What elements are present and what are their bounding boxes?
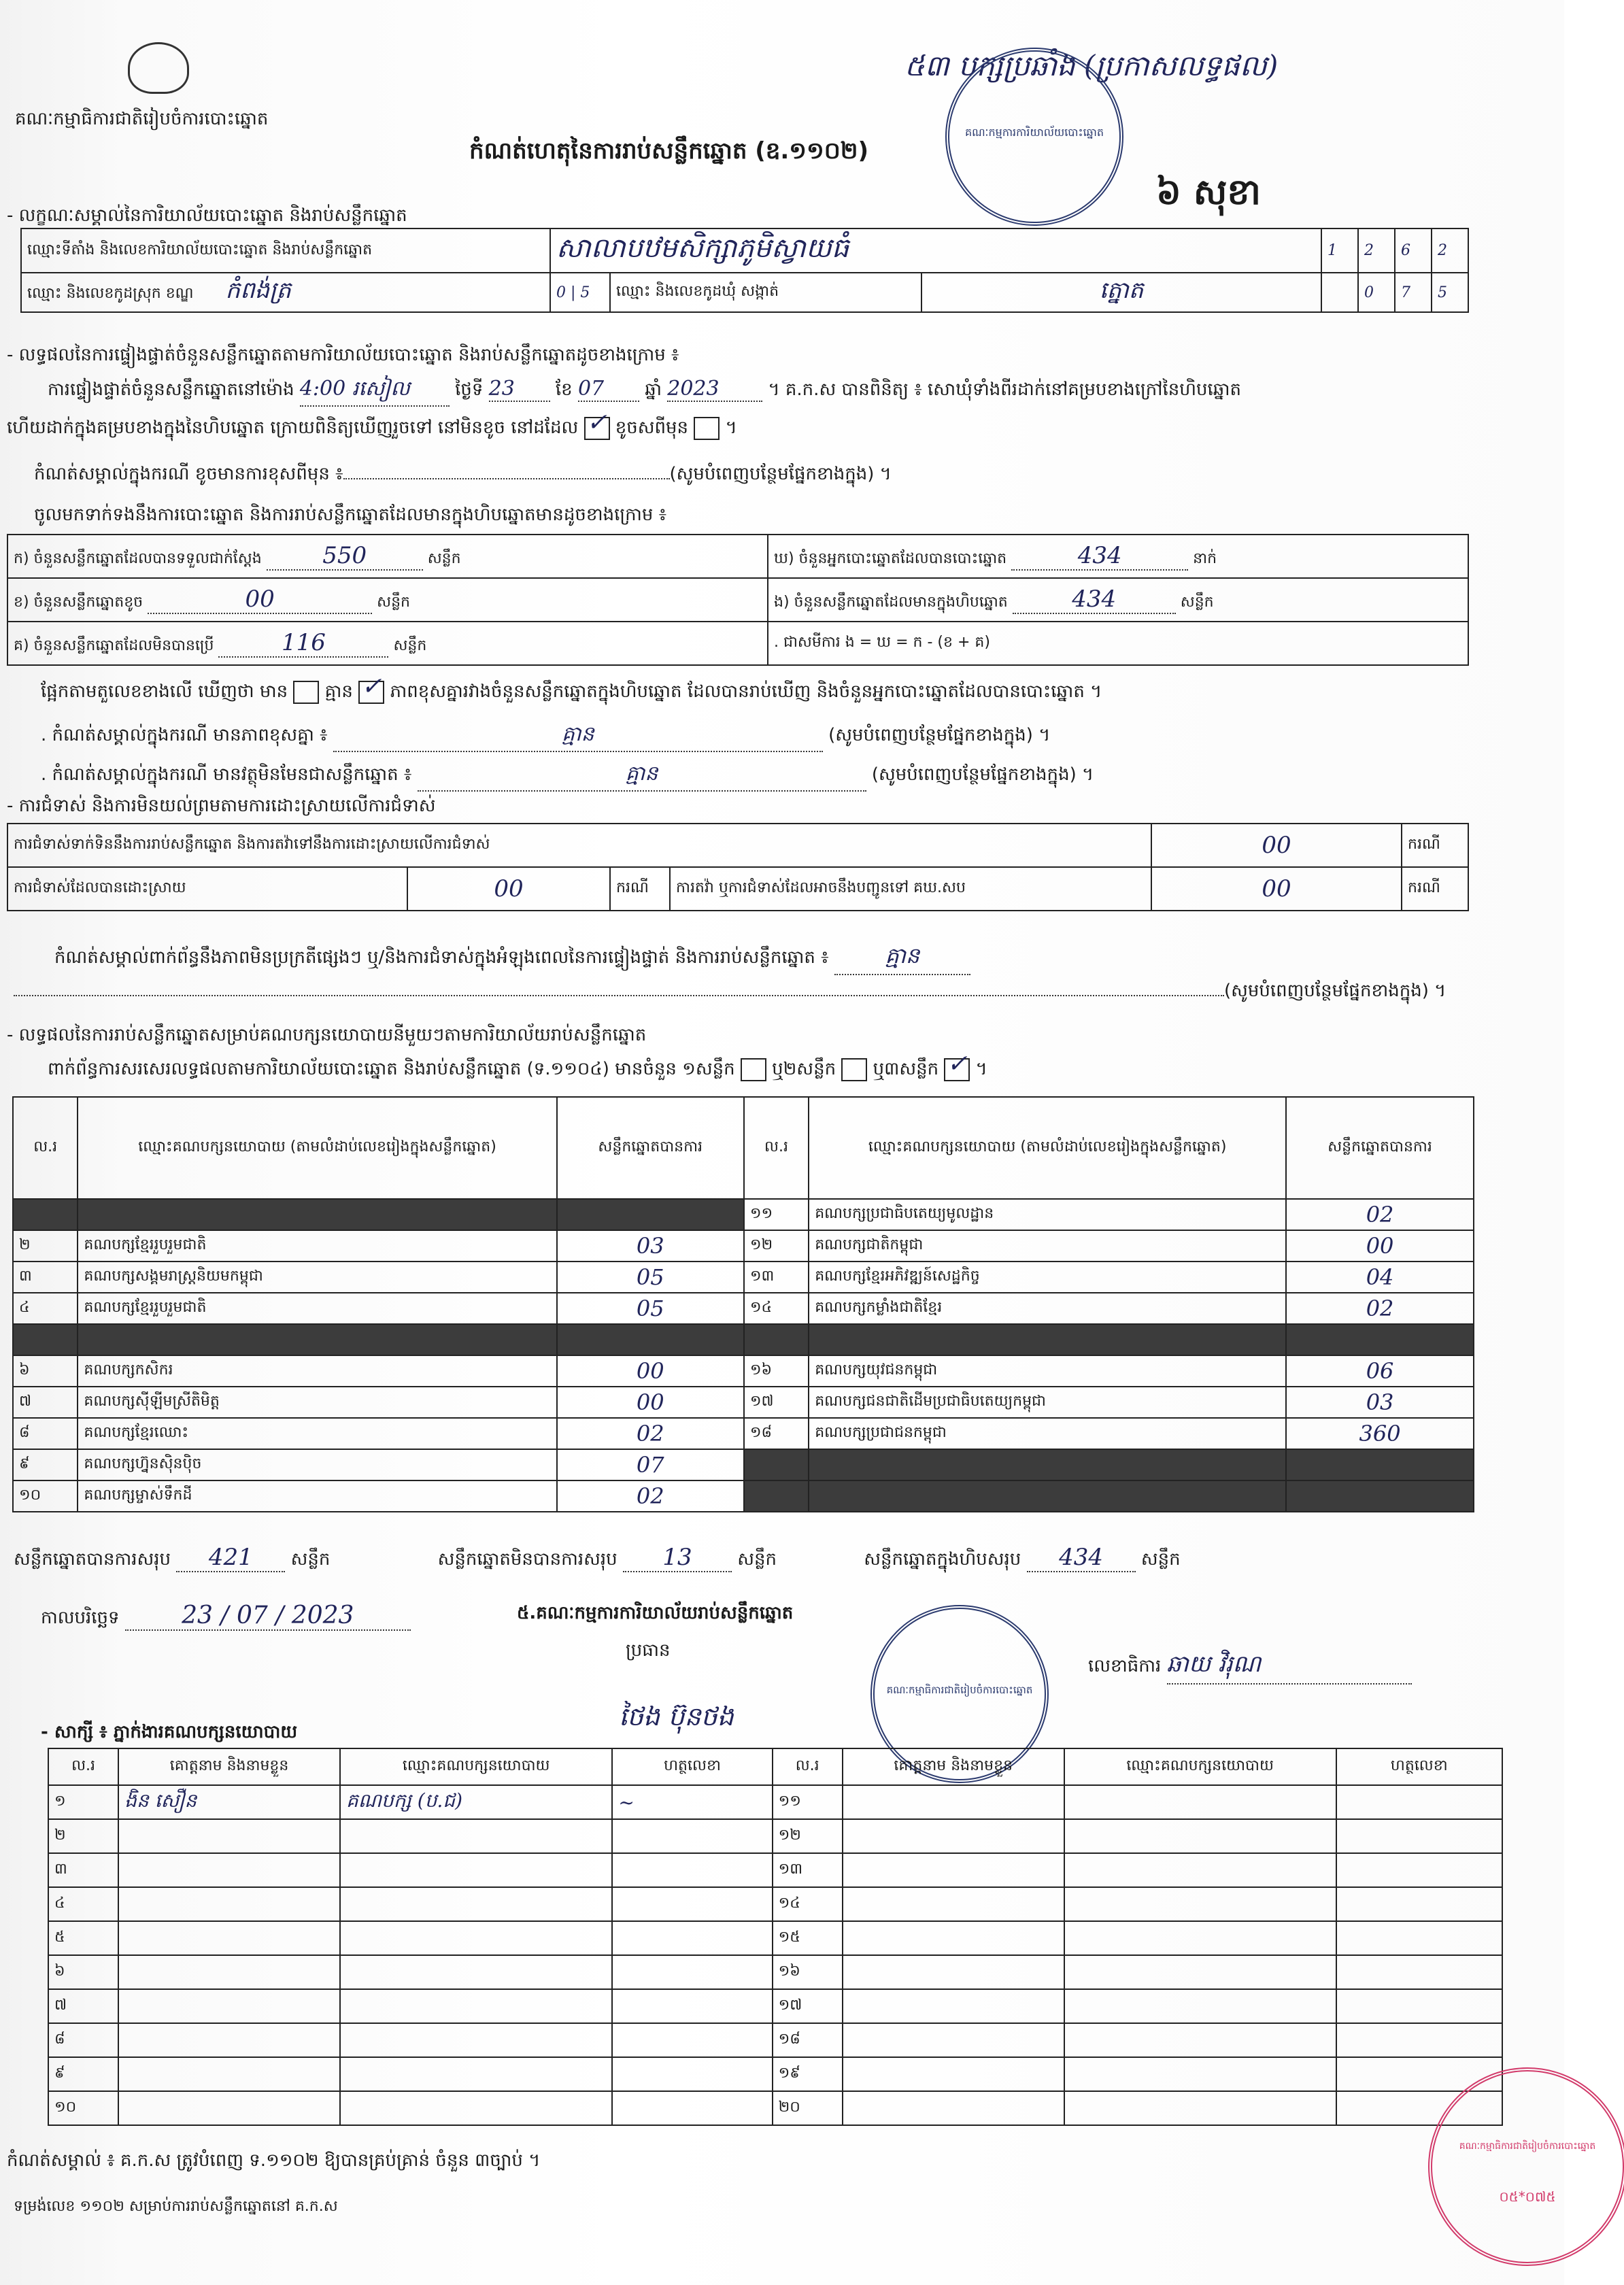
count-e-value: 434 — [1013, 586, 1176, 614]
footer-form: ទម្រង់លេខ ១១០២ សម្រាប់ការរាប់សន្លឹកឆ្នោតនៅ គ.ក.ស — [14, 2198, 338, 2215]
witness-empty-cell — [843, 1819, 1064, 1853]
station-label: ឈ្មោះទីតាំង និងលេខការិយាល័យបោះឆ្នោត និងរាប់សន្លឹកឆ្នោត — [21, 228, 550, 273]
witness-no: ១៥ — [773, 1921, 843, 1955]
witness-sign — [612, 2023, 772, 2057]
witness-sign — [612, 1921, 772, 1955]
w-col-sign-right: ហត្ថលេខា — [1336, 1748, 1502, 1785]
sheets-3-checkbox[interactable]: ✓ — [944, 1058, 970, 1081]
col-party-left: ឈ្មោះគណបក្សនយោបាយ (តាមលំដាប់លេខរៀងក្នុងសន្លឹកឆ្នោត) — [78, 1097, 556, 1199]
witness-party — [340, 1819, 612, 1853]
witness-name — [118, 1887, 340, 1921]
secretary-line: លេខាធិការ ឆាយ វិរុណ — [1088, 1649, 1412, 1685]
party-no: ១០ — [13, 1480, 78, 1512]
party-votes: 02 — [1286, 1199, 1474, 1230]
objection-note-line2: (សូមបំពេញបន្ថែមផ្នែកខាងក្នុង) ។ — [14, 979, 1446, 1005]
witness-name — [118, 1853, 340, 1887]
count-row-e: ង) ចំនួនសន្លឹកឆ្នោតដែលមានក្នុងហិបឆ្នោត 434 សន្លឹក — [768, 578, 1468, 622]
witness-name — [118, 1989, 340, 2023]
witness-empty-cell — [1336, 1989, 1502, 2023]
witness-empty-cell — [1336, 1853, 1502, 1887]
count-row-d: ឃ) ចំនួនអ្នកបោះឆ្នោតដែលបានបោះឆ្នោត 434 នាក់ — [768, 535, 1468, 578]
party-name: គណបក្សសង្គមរាស្ត្រនិយមកម្ពុជា — [78, 1262, 556, 1293]
party-votes: 05 — [557, 1262, 744, 1293]
results-row — [13, 1230, 1474, 1262]
witness-no: ១ — [48, 1785, 118, 1819]
witness-no: ២ — [48, 1819, 118, 1853]
witness-empty-cell — [1064, 1785, 1336, 1819]
commune-code-2: 7 — [1395, 273, 1432, 312]
party-votes — [557, 1199, 744, 1230]
witness-name — [118, 1819, 340, 1853]
party-votes: 02 — [1286, 1293, 1474, 1324]
party-votes: 03 — [557, 1230, 744, 1262]
witness-no: ៧ — [48, 1989, 118, 2023]
signoff-date: 23 / 07 / 2023 — [125, 1602, 411, 1631]
total-box: 434 — [1027, 1544, 1136, 1572]
party-votes: 02 — [557, 1418, 744, 1449]
witness-sign — [612, 1955, 772, 1989]
section4-heading: - លទ្ធផលនៃការរាប់សន្លឹកឆ្នោតសម្រាប់គណបក្សនយោបាយនីមួយៗតាមការិយាល័យរាប់សន្លឹកឆ្នោត — [7, 1025, 647, 1045]
note2-value: គ្មាន — [333, 721, 823, 752]
party-name: គណបក្សខ្មែររួបរួមជាតិ — [78, 1293, 556, 1324]
party-name: គណបក្សកម្លាំងជាតិខ្មែរ — [809, 1293, 1286, 1324]
commune-code-3: 5 — [1432, 273, 1468, 312]
top-seal: គណៈកម្មការការិយាល័យបោះឆ្នោត — [945, 48, 1123, 226]
party-votes — [1286, 1324, 1474, 1355]
party-no: ៧ — [13, 1387, 78, 1418]
party-name: គណបក្សជាតិកម្ពុជា — [809, 1230, 1286, 1262]
party-votes: 360 — [1286, 1418, 1474, 1449]
party-votes — [557, 1324, 744, 1355]
sheets-2-checkbox[interactable] — [841, 1058, 867, 1081]
objection-r2b-label: ការតវ៉ា ឬការជំទាស់ដែលអាចនឹងបញ្ជូនទៅ គឃ.សប — [670, 867, 1151, 911]
w-col-name-right: គោត្តនាម និងនាមខ្លួន — [843, 1748, 1064, 1785]
witness-no: ១២ — [773, 1819, 843, 1853]
count-d-value: 434 — [1011, 542, 1188, 571]
count-a-value: 550 — [267, 542, 423, 571]
party-name — [809, 1449, 1286, 1480]
witness-row — [48, 1921, 1502, 1955]
party-votes: 02 — [557, 1480, 744, 1512]
party-name — [809, 1324, 1286, 1355]
year-value: 2023 — [667, 377, 762, 402]
total-valid: 421 — [176, 1544, 285, 1572]
party-name — [78, 1199, 556, 1230]
party-no — [13, 1199, 78, 1230]
commune-value: ត្នោត — [921, 273, 1321, 312]
seal-bad-checkbox[interactable] — [694, 417, 720, 440]
party-votes: 05 — [557, 1293, 744, 1324]
witness-no: ១៤ — [773, 1887, 843, 1921]
witness-empty-cell — [843, 1887, 1064, 1921]
note3-value: គ្មាន — [418, 760, 866, 792]
witness-sign — [612, 2057, 772, 2091]
corner-seal: គណៈកម្មាធិការជាតិរៀបចំការបោះឆ្នោត ០៥*០៧៥ — [1428, 2067, 1624, 2266]
commune-label: ឈ្មោះ និងលេខកូដឃុំ សង្កាត់ — [610, 273, 921, 312]
station-code-2: 2 — [1358, 228, 1395, 273]
witness-empty-cell — [843, 1921, 1064, 1955]
count-b-value: 00 — [148, 586, 372, 614]
witness-party — [340, 2023, 612, 2057]
witness-name — [118, 1921, 340, 1955]
party-votes: 04 — [1286, 1262, 1474, 1293]
section4-subline: ពាក់ព័ន្ធការសរសេរលទ្ធផលតាមការិយាល័យបោះឆ្នោត និងរាប់សន្លឹកឆ្នោត (ទ.១១០៤) មានចំនួន ១សន្លឹក ឬ២សន្លឹក ឬ៣សន្លឹក ✓ ។ — [48, 1057, 987, 1083]
results-row — [13, 1355, 1474, 1387]
witness-party — [340, 1921, 612, 1955]
party-votes — [1286, 1449, 1474, 1480]
witness-row — [48, 1785, 1502, 1819]
party-no: ៣ — [13, 1262, 78, 1293]
count-c-value: 116 — [218, 629, 388, 658]
sheets-1-checkbox[interactable] — [741, 1058, 766, 1081]
match-line: ផ្អែកតាមតួលេខខាងលើ ឃើញថា មាន គ្មាន ✓ ភាពខុសគ្នារវាងចំនួនសន្លឹកឆ្នោតក្នុងហិបឆ្នោត ដែលបានរាប់ឃើញ និងចំនួនអ្នកបោះឆ្នោតដែលបានបោះឆ្នោត ។ — [41, 680, 1102, 706]
section2-heading: - លទ្ធផលនៃការផ្ទៀងផ្ទាត់ចំនួនសន្លឹកឆ្នោតតាមការិយាល័យបោះឆ្នោត និងរាប់សន្លឹកឆ្នោតដូចខាងក្រោម ៖ — [7, 345, 679, 365]
chair-name: ថៃង ប៊ុនថង — [619, 1702, 734, 1731]
col-no-left: ល.រ — [13, 1097, 78, 1199]
page-title: កំណត់ហេតុនៃការរាប់សន្លឹកឆ្នោត (ឧ.១១០២) — [469, 137, 869, 165]
month-value: 07 — [578, 377, 639, 402]
witness-empty-cell — [843, 2057, 1064, 2091]
party-no: ១៤ — [744, 1293, 809, 1324]
witness-row — [48, 1819, 1502, 1853]
results-row — [13, 1262, 1474, 1293]
count-row-c: គ) ចំនួនសន្លឹកឆ្នោតដែលមិនបានប្រើ 116 សន្លឹក — [7, 622, 768, 665]
witness-row — [48, 2023, 1502, 2057]
witness-party — [340, 1853, 612, 1887]
witness-empty-cell — [1336, 1955, 1502, 1989]
witness-no: ៨ — [48, 2023, 118, 2057]
w-col-sign-left: ហត្ថលេខា — [612, 1748, 772, 1785]
witness-no: ១៩ — [773, 2057, 843, 2091]
witness-sign — [612, 2091, 772, 2125]
party-no: ១៨ — [744, 1418, 809, 1449]
witness-party — [340, 2057, 612, 2091]
witness-name — [118, 2057, 340, 2091]
witness-table — [48, 1748, 1503, 2126]
w-col-party-right: ឈ្មោះគណបក្សនយោបាយ — [1064, 1748, 1336, 1785]
commission-name: គណៈកម្មាធិការជាតិរៀបចំការបោះឆ្នោត — [15, 109, 269, 129]
counts-table — [7, 534, 1469, 666]
party-no: ៩ — [13, 1449, 78, 1480]
footer-note: កំណត់សម្គាល់ ៖ គ.ក.ស ត្រូវបំពេញ ទ.១១០២ ឱ្យបានគ្រប់គ្រាន់ ចំនួន ៣ច្បាប់ ។ — [7, 2150, 541, 2171]
results-table — [12, 1096, 1474, 1512]
station-code-4: 2 — [1432, 228, 1468, 273]
witness-row — [48, 1989, 1502, 2023]
party-name: គណបក្សខ្មែរឈោះ — [78, 1418, 556, 1449]
date-line: ការផ្ទៀងផ្ទាត់ចំនួនសន្លឹកឆ្នោតនៅម៉ោង 4:00 រសៀល ថ្ងៃទី 23 ខែ 07 ឆ្នាំ 2023 ។ គ.ក.ស បានពិនិត្យ ៖ សោឃុំទាំងពីរដាក់នៅគម្របខាងក្រៅនៃហិបឆ្នោត — [48, 375, 1241, 407]
witness-party: គណបក្ស (ប.ជ) — [340, 1785, 612, 1819]
seal-ok-checkbox[interactable]: ✓ — [584, 417, 610, 440]
witness-empty-cell — [1064, 1819, 1336, 1853]
committee-seal: គណៈកម្មាធិការជាតិរៀបចំការបោះឆ្នោត — [870, 1605, 1049, 1783]
witness-row — [48, 1853, 1502, 1887]
party-no: ២ — [13, 1230, 78, 1262]
witness-party — [340, 1989, 612, 2023]
witness-no: ១០ — [48, 2091, 118, 2125]
note-line: កំណត់សម្គាល់ក្នុងករណី ខូចមានការខុសពីមុន ៖ (សូមបំពេញបន្ថែមផ្នែកខាងក្នុង) ។ — [34, 464, 892, 484]
objection-r1-label: ការជំទាស់ទាក់ទិននឹងការរាប់សន្លឹកឆ្នោត និងការតវ៉ាទៅនឹងការដោះស្រាយលើការជំទាស់ — [7, 824, 1151, 867]
witness-sign: ~ — [612, 1785, 772, 1819]
witness-no: ៣ — [48, 1853, 118, 1887]
station-code-1: 1 — [1321, 228, 1358, 273]
note2-line: . កំណត់សម្គាល់ក្នុងករណី មានភាពខុសគ្នា ៖ គ្មាន (សូមបំពេញបន្ថែមផ្នែកខាងក្នុង) ។ — [41, 721, 1050, 752]
party-no: ១៣ — [744, 1262, 809, 1293]
witness-empty-cell — [1336, 1921, 1502, 1955]
party-name: គណបក្សប្រជាធិបតេយ្យមូលដ្ឋាន — [809, 1199, 1286, 1230]
district-value: កំពង់ត្រ — [225, 277, 291, 304]
party-votes: 00 — [557, 1355, 744, 1387]
party-no — [744, 1480, 809, 1512]
witness-party — [340, 1955, 612, 1989]
party-name: គណបក្សម្ចាស់ទឹកដី — [78, 1480, 556, 1512]
day-value: 23 — [489, 377, 550, 402]
witness-empty-cell — [1064, 1921, 1336, 1955]
witness-no: ១៨ — [773, 2023, 843, 2057]
document-number: ៦ សុខា — [1156, 172, 1261, 213]
witness-no: ២០ — [773, 2091, 843, 2125]
chair-label: ប្រធាន — [626, 1640, 671, 1661]
witness-sign — [612, 1989, 772, 2023]
party-name: គណបក្សជនជាតិដើមប្រជាធិបតេយ្យកម្ពុជា — [809, 1387, 1286, 1418]
party-no: ១៧ — [744, 1387, 809, 1418]
time-value: 4:00 រសៀល — [300, 375, 450, 407]
results-row — [13, 1293, 1474, 1324]
objection-r2-value: 00 — [407, 867, 610, 911]
witness-sign — [612, 1819, 772, 1853]
results-row — [13, 1199, 1474, 1230]
station-code-3: 6 — [1395, 228, 1432, 273]
party-name: គណបក្សប្រជាជនកម្ពុជា — [809, 1418, 1286, 1449]
counts-intro: ចូលមកទាក់ទងនឹងការបោះឆ្នោត និងការរាប់សន្លឹកឆ្នោតដែលមានក្នុងហិបឆ្នោតមានដូចខាងក្រោម ៖ — [34, 505, 667, 525]
district-label: ឈ្មោះ និងលេខកូដស្រុក ខណ្ឌ កំពង់ត្រ — [21, 273, 550, 312]
party-name: គណបក្សខ្មែរអភិវឌ្ឍន៍សេដ្ឋកិច្ច — [809, 1262, 1286, 1293]
note3-line: . កំណត់សម្គាល់ក្នុងករណី មានវត្ថុមិនមែនជាសន្លឹកឆ្នោត ៖ គ្មាន (សូមបំពេញបន្ថែមផ្នែកខាងក្នុង) ។ — [41, 760, 1094, 792]
witness-no: ១៦ — [773, 1955, 843, 1989]
party-name: គណបក្សកសិករ — [78, 1355, 556, 1387]
w-col-name-left: គោត្តនាម និងនាមខ្លួន — [118, 1748, 340, 1785]
w-col-no-left: ល.រ — [48, 1748, 118, 1785]
count-row-a: ក) ចំនួនសន្លឹកឆ្នោតដែលបានទទួលជាក់ស្តែង 550 សន្លឹក — [7, 535, 768, 578]
formula: . ជាសមីការ ង = ឃ = ក - (ខ + គ) — [768, 622, 1468, 665]
witness-no: ១១ — [773, 1785, 843, 1819]
count-row-b: ខ) ចំនួនសន្លឹកឆ្នោតខូច 00 សន្លឹក — [7, 578, 768, 622]
objection-note: កំណត់សម្គាល់ពាក់ព័ន្ធនឹងភាពមិនប្រក្រតីផ្សេងៗ ឬ/និងការជំទាស់ក្នុងអំឡុងពេលនៃការផ្ទៀងផ្ទាត់ និងការរាប់សន្លឹកឆ្នោត ៖ គ្មាន — [54, 942, 970, 975]
commune-code-1: 0 — [1358, 273, 1395, 312]
section1-heading: - លក្ខណៈសម្គាល់នៃការិយាល័យបោះឆ្នោត និងរាប់សន្លឹកឆ្នោត — [7, 205, 407, 226]
party-no — [13, 1324, 78, 1355]
witness-empty-cell — [1064, 2023, 1336, 2057]
party-no: ១១ — [744, 1199, 809, 1230]
witness-name — [118, 2091, 340, 2125]
total-invalid: 13 — [623, 1544, 732, 1572]
objection-table: ការជំទាស់ទាក់ទិននឹងការរាប់សន្លឹកឆ្នោត និងការតវ៉ាទៅនឹងការដោះស្រាយលើការជំទាស់ 00 ករណី ការជំទាស់ដែលបានដោះស្រាយ 00 ករណី ការតវ៉ា ឬការជំទាស់ដែលអាចនឹងបញ្ជូនទៅ គឃ.សប 00 ករណី — [7, 823, 1469, 911]
emblem-icon — [128, 42, 189, 94]
witness-empty-cell — [1064, 1989, 1336, 2023]
witness-no: ៩ — [48, 2057, 118, 2091]
witness-empty-cell — [843, 1955, 1064, 1989]
party-no: ៤ — [13, 1293, 78, 1324]
section5-heading: - សាក្សី ៖ ភ្នាក់ងារគណបក្សនយោបាយ — [41, 1722, 298, 1742]
witness-empty-cell — [1064, 1887, 1336, 1921]
witness-empty-cell — [1064, 2091, 1336, 2125]
witness-empty-cell — [1336, 1785, 1502, 1819]
party-name — [78, 1324, 556, 1355]
witness-row — [48, 1955, 1502, 1989]
results-row — [13, 1418, 1474, 1449]
witness-empty-cell — [1336, 1819, 1502, 1853]
witness-party — [340, 1887, 612, 1921]
witness-empty-cell — [1336, 2023, 1502, 2057]
objection-r2b-value: 00 — [1151, 867, 1402, 911]
party-no: ១៦ — [744, 1355, 809, 1387]
col-party-right: ឈ្មោះគណបក្សនយោបាយ (តាមលំដាប់លេខរៀងក្នុងសន្លឹកឆ្នោត) — [809, 1097, 1286, 1199]
match-no-checkbox[interactable]: ✓ — [358, 681, 384, 704]
witness-empty-cell — [843, 2091, 1064, 2125]
witness-no: ១៣ — [773, 1853, 843, 1887]
results-row — [13, 1387, 1474, 1418]
section3-heading: - ការជំទាស់ និងការមិនយល់ព្រមតាមការដោះស្រាយលើការជំទាស់ — [7, 796, 436, 816]
district-code: 0 | 5 — [550, 273, 610, 312]
party-votes: 07 — [557, 1449, 744, 1480]
party-name: គណបក្សយុវជនកម្ពុជា — [809, 1355, 1286, 1387]
witness-empty-cell — [1064, 1853, 1336, 1887]
w-col-no-right: ល.រ — [773, 1748, 843, 1785]
col-no-right: ល.រ — [744, 1097, 809, 1199]
witness-name: ងិន សឿន — [118, 1785, 340, 1819]
col-votes-left: សន្លឹកឆ្នោតបានការ — [557, 1097, 744, 1199]
party-no — [744, 1449, 809, 1480]
party-no: ១២ — [744, 1230, 809, 1262]
results-row — [13, 1480, 1474, 1512]
match-yes-checkbox[interactable] — [293, 681, 319, 704]
objection-note-value: គ្មាន — [834, 942, 970, 975]
station-value: សាលាបឋមសិក្សាភូមិស្វាយធំ — [550, 228, 1321, 273]
objection-r1-value: 00 — [1151, 824, 1402, 867]
party-no — [744, 1324, 809, 1355]
w-col-party-left: ឈ្មោះគណបក្សនយោបាយ — [340, 1748, 612, 1785]
witness-empty-cell — [1064, 1955, 1336, 1989]
witness-row — [48, 2091, 1502, 2125]
totals-line: សន្លឹកឆ្នោតបានការសរុប 421 សន្លឹក សន្លឹកឆ្នោតមិនបានការសរុប 13 សន្លឹក សន្លឹកឆ្នោតក្នុងហិបសរុប 434 សន្លឹក — [14, 1544, 1181, 1571]
date-line-signoff: កាលបរិច្ឆេទ 23 / 07 / 2023 — [41, 1602, 411, 1632]
party-votes: 03 — [1286, 1387, 1474, 1418]
results-row — [13, 1324, 1474, 1355]
witness-no: ១៧ — [773, 1989, 843, 2023]
secretary-name: ឆាយ វិរុណ — [1167, 1649, 1412, 1685]
witness-name — [118, 2023, 340, 2057]
seal-line: ហើយដាក់ក្នុងគម្របខាងក្នុងនៃហិបឆ្នោត ក្រោយពិនិត្យឃើញរួចទៅ នៅមិនខូច នៅដដែល ✓ ខូចសពីមុន ។ — [7, 416, 737, 442]
witness-empty-cell — [1064, 2057, 1336, 2091]
party-name: គណបក្សហ្វ៊ុនស៊ិនប៉ិច — [78, 1449, 556, 1480]
col-votes-right: សន្លឹកឆ្នោតបានការ — [1286, 1097, 1474, 1199]
results-row — [13, 1449, 1474, 1480]
witness-party — [340, 2091, 612, 2125]
handwritten-top-note: ៥៣ បក្សប្រឆាំង (ប្រកាសលទ្ធផល) — [904, 49, 1279, 82]
witness-sign — [612, 1887, 772, 1921]
objection-r2-label: ការជំទាស់ដែលបានដោះស្រាយ — [7, 867, 407, 911]
party-no: ៨ — [13, 1418, 78, 1449]
witness-empty-cell — [843, 2023, 1064, 2057]
witness-no: ៦ — [48, 1955, 118, 1989]
witness-empty-cell — [843, 1785, 1064, 1819]
witness-row — [48, 2057, 1502, 2091]
party-no: ៦ — [13, 1355, 78, 1387]
committee-label: ៥.គណៈកម្មការការិយាល័យរាប់សន្លឹកឆ្នោត — [517, 1603, 794, 1623]
witness-empty-cell — [1336, 1887, 1502, 1921]
witness-row — [48, 1887, 1502, 1921]
party-votes — [1286, 1480, 1474, 1512]
party-name — [809, 1480, 1286, 1512]
party-votes: 00 — [1286, 1230, 1474, 1262]
witness-empty-cell — [843, 1853, 1064, 1887]
witness-no: ៤ — [48, 1887, 118, 1921]
witness-name — [118, 1955, 340, 1989]
party-name: គណបក្សស៊ីឡីមស្រីតិមិត្ត — [78, 1387, 556, 1418]
party-votes: 00 — [557, 1387, 744, 1418]
witness-empty-cell — [843, 1989, 1064, 2023]
party-votes: 06 — [1286, 1355, 1474, 1387]
station-table — [20, 228, 1469, 313]
witness-no: ៥ — [48, 1921, 118, 1955]
party-name: គណបក្សខ្មែររួបរួមជាតិ — [78, 1230, 556, 1262]
witness-sign — [612, 1853, 772, 1887]
